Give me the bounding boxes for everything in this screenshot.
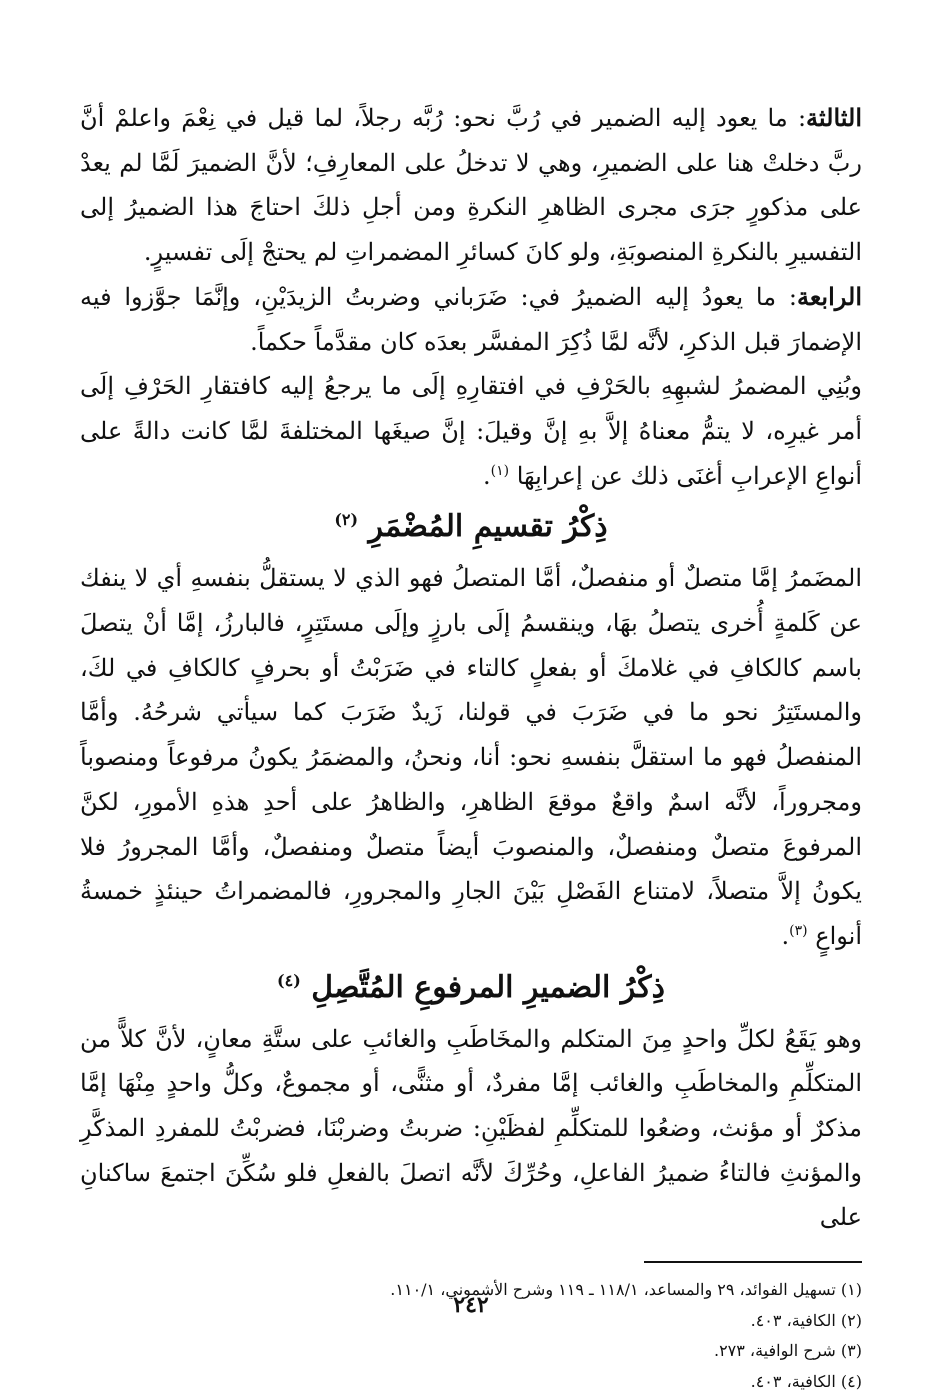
paragraph-fourth-case	[80, 275, 862, 364]
paragraph-text: وهو يَقَعُ لكلِّ واحدٍ مِنَ المتكلم والمخَاطَبِ والغائبِ على ستَّةِ معانٍ، لأنَّ كلاًّ من المتكلِّمِ والمخاطَبِ والغائب إمَّا مفردٌ، أو مثنًّى، أو مجموعٌ، وكلُّ واحدٍ مِنْهَا إمَّا مذكرٌ أو مؤنث، وضعُوا للمتكلِّمِ لفظَيْنِ: ضربتُ وضربْنَا، فضربْتُ للمفردِ المذكَّرِ والمؤنثِ فالتاءُ ضميرُ الفاعلِ، وحُرِّكَ لأنَّه اتصلَ بالفعلِ فلو سُكِّنَ اجتمعَ ساكنانِ على	[80, 1024, 862, 1232]
page-number: ٢٤٢	[453, 1292, 489, 1318]
heading-text: ذِكْرُ الضميرِ المرفوعِ المُتَّصِلِ	[311, 969, 665, 1005]
paragraph-text: وبُنِي المضمرُ لشبهِهِ بالحَرْفِ في افتقارِهِ إلَى ما يرجعُ إليه كافتقارِ الحَرْفِ إلَى أمر غيرِه، لا يتمُّ معناهُ إلاَّ بهِ إنَّ وقيلَ: إنَّ صيغَها المختلفةَ لمَّا كانت دالةً على أنواعِ الإعرابِ أغنَى ذلك عن إعرابِهَا	[80, 372, 862, 490]
footnote-separator	[644, 1261, 862, 1263]
footnote: (٣) شرح الوافية، ٢٧٣.	[713, 1341, 862, 1361]
paragraph-end-mark: .	[482, 461, 491, 490]
heading-text: ذِكْرُ تقسيمِ المُضْمَرِ	[368, 509, 608, 545]
paragraph-text: المضَمرُ إمَّا متصلٌ أو منفصلٌ، أمَّا المتصلُ فهو الذي لا يستقلُّ بنفسهِ أي لا ينفك عن كَلمةٍ أُخرى يتصلُ بهَا، وينقسمُ إلَى بارزٍ وإلَى مستَتِرٍ، فالبارزُ، إمَّا أنْ يتصلَ باسم كالكافِ في غلامكَ أو بفعلٍ كالتاء في ضَرَبْتُ أو بحرفٍ كالكافِ في لكَ، والمستَتِرُ نحو ما في ضَرَبَ في قولنا، زَيدٌ ضَرَبَ كما سيأتي شرحُهُ. وأمَّا المنفصلُ فهو ما استقلَّ بنفسهِ نحو: أنا، ونحنُ، والمضمَرُ يكونُ مرفوعاً ومنصوباً ومجروراً، لأنَّه اسمٌ واقعٌ موقعَ الظاهرِ، والظاهرُ على أحدِ هذهِ الأمورِ، لكنَّ المرفوعَ متصلٌ ومنفصلٌ، والمنصوبَ أيضاً متصلٌ ومنفصلٌ، وأمَّا المجرورُ فلا يكونُ إلاَّ متصلاً، لامتناع الفَصْلِ بَيْنَ الجارِ والمجرورِ، فالمضمراتُ حينئذٍ خمسةُ أنواعٍ	[80, 564, 862, 950]
paragraph-lead-word: الرابعة	[796, 281, 862, 311]
paragraph-pronoun-indeclinable	[80, 364, 862, 498]
paragraph-end-mark: .	[781, 921, 790, 950]
footnote: (١) تسهيل الفوائد، ٢٩ والمساعد، ١١٨/١ ـ ١١٩ وشرح الأشموني، ١١٠/١.	[390, 1280, 862, 1300]
paragraph-nominative-attached	[80, 1017, 862, 1241]
footnote: (٤) الكافية، ٤٠٣.	[750, 1371, 862, 1391]
paragraph-pronoun-division	[80, 556, 862, 958]
section-heading-pronoun-division	[80, 498, 862, 556]
paragraph-text: : ما يعود إليه الضمير في رُبَّ نحو: رُبَّه رجلاً، لما قيل في نِعْمَ واعلمْ أنَّ ربَّ دخلتْ هنا على الضميرِ، وهي لا تدخلُ على المعارِفِ؛ لأنَّ الضميرَ لَمَّا لم يعدْ على مذكورٍ جرَى مجرى الظاهرِ النكرةِ ومن أجلِ ذلكَ احتاجَ هذا الضميرُ إلى التفسيرِ بالنكرةِ المنصوبَةِ، ولو كانَ كسائرِ المضمراتِ لم يحتجْ إلَى تفسيرٍ.	[80, 104, 862, 267]
book-page	[80, 96, 862, 1391]
footnote-ref[interactable]: (١)	[490, 462, 510, 479]
paragraph-lead-word: الثالثة	[806, 103, 862, 132]
footnote-ref[interactable]: (٣)	[789, 922, 808, 939]
paragraph-text: : ما يعودُ إليه الضميرُ في: ضَرَباني وضربتُ الزيدَيْنِ، وإنَّمَا جوَّزوا فيه الإضمارَ قبل الذكرِ، لأنَّه لمَّا ذُكِرَ المفسَّر بعدَه كان مقدَّماً حكماً.	[80, 282, 862, 356]
paragraph-third-case	[80, 96, 862, 275]
footnote-ref[interactable]: (٤)	[277, 970, 301, 990]
footnote-ref[interactable]: (٢)	[334, 510, 359, 530]
footnote: (٢) الكافية، ٤٠٣.	[750, 1310, 862, 1330]
section-heading-nominative-attached	[80, 959, 862, 1017]
